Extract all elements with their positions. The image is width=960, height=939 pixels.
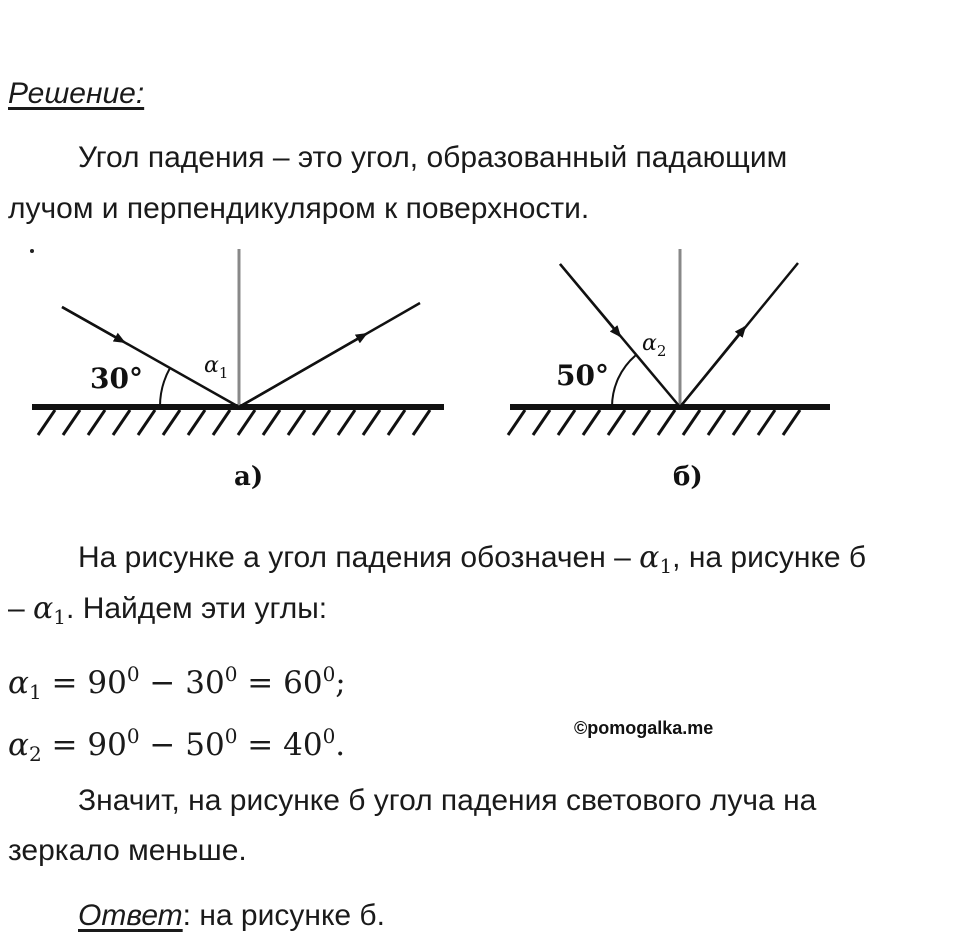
angle-label-b: 50° (556, 359, 609, 392)
alpha-label-a: $\alpha_1$ (204, 353, 229, 382)
reflected-arrow-a (239, 334, 366, 407)
solution-heading: Решение: (8, 77, 145, 110)
alpha-1-inline: $\alpha_1$ (639, 540, 673, 578)
caption-a: а) (234, 462, 264, 492)
angle-label-a: 30° (90, 362, 143, 395)
answer-line (78, 898, 385, 934)
equation-1: $\alpha_1 = 90^0 - 30^0 = 60^0$; (8, 662, 346, 704)
alpha-label-b: $\alpha_2$ (642, 331, 667, 360)
conclusion-line-1: Значит, на рисунке б угол падения светового луча на (78, 784, 817, 817)
paragraph2-line-2-dash: – (8, 592, 34, 625)
mirror-hatching-b (508, 410, 800, 435)
mirror-hatching-a (38, 410, 430, 435)
incident-arrow-a (62, 307, 124, 342)
figure-a (32, 249, 444, 492)
stray-dot (30, 249, 34, 253)
paragraph2-line-2 (8, 591, 327, 635)
reflected-arrow-b (680, 327, 745, 407)
answer-label: Ответ (78, 899, 183, 932)
paragraph2-line-1-text: На рисунке а угол падения обозначен – (78, 541, 640, 574)
caption-b: б) (673, 462, 703, 492)
alpha-1-inline-2: $\alpha_1$ (33, 591, 67, 629)
intro-line-1: Угол падения – это угол, образованный падающим (78, 141, 788, 174)
answer-text: : на рисунке б. (182, 899, 385, 932)
intro-line-2: лучом и перпендикуляром к поверхности. (8, 192, 590, 225)
paragraph2-line-1 (78, 540, 866, 584)
angle-arc-b (612, 355, 636, 407)
angle-arc-a (160, 368, 170, 407)
conclusion-line-2: зеркало меньше. (8, 834, 247, 867)
watermark: ©pomogalka.me (574, 718, 714, 738)
equation-2: $\alpha_2 = 90^0 - 50^0 = 40^0$. (8, 724, 346, 766)
paragraph2-line-1-tail: , на рисунке б (672, 541, 867, 574)
figure-b (508, 249, 830, 492)
paragraph2-line-2-tail: . Найдем эти углы: (66, 592, 328, 625)
reflection-figure (0, 235, 960, 505)
incident-arrow-b (560, 264, 620, 336)
